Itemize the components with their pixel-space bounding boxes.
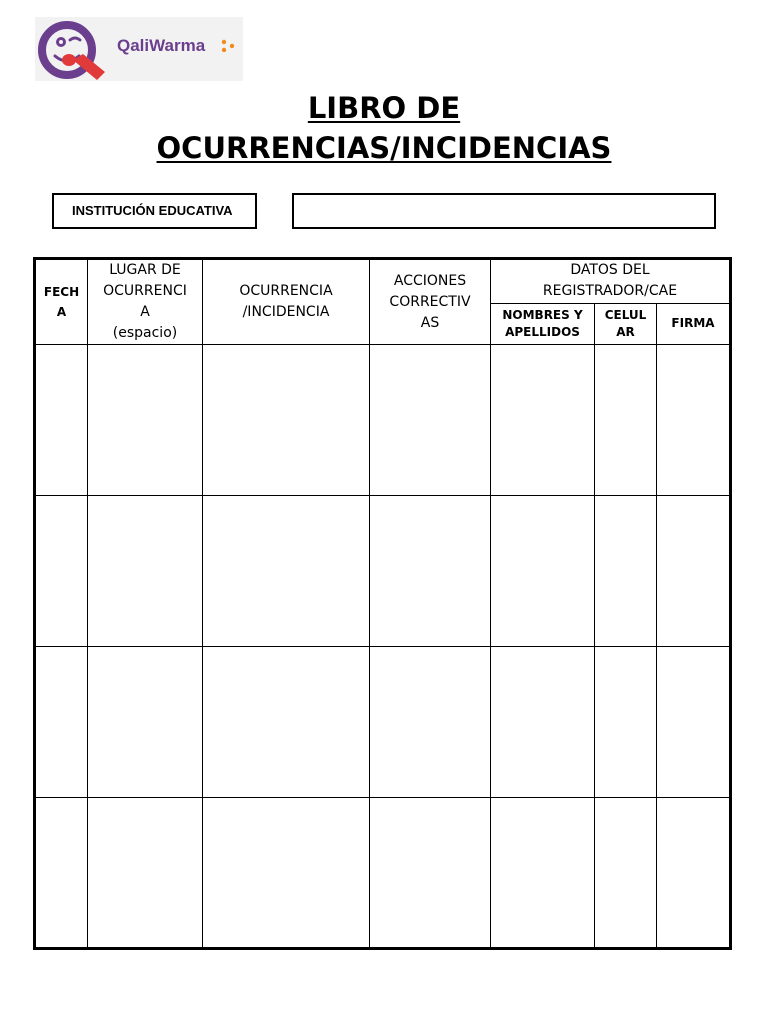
cell-celular[interactable] [595, 345, 657, 496]
header-lugar: LUGAR DE OCURRENCI A (espacio) [88, 259, 203, 345]
cell-fecha[interactable] [35, 345, 88, 496]
cell-ocurrencia[interactable] [203, 496, 370, 647]
cell-acciones[interactable] [370, 496, 491, 647]
header-firma: FIRMA [657, 303, 731, 344]
cell-acciones[interactable] [370, 345, 491, 496]
qaliwarma-logo [35, 17, 243, 81]
cell-ocurrencia[interactable] [203, 647, 370, 798]
cell-lugar[interactable] [88, 647, 203, 798]
cell-nombres[interactable] [491, 647, 595, 798]
qaliwarma-face-icon [37, 20, 113, 82]
title-line-1: LIBRO DE [307, 91, 461, 125]
table-row [35, 647, 731, 798]
incident-log-table [33, 257, 732, 950]
cell-celular[interactable] [595, 647, 657, 798]
cell-celular[interactable] [595, 496, 657, 647]
cell-firma[interactable] [657, 345, 731, 496]
cell-firma[interactable] [657, 798, 731, 949]
institution-field[interactable] [292, 193, 716, 229]
document-title [0, 88, 768, 168]
cell-lugar[interactable] [88, 345, 203, 496]
cell-firma[interactable] [657, 647, 731, 798]
cell-nombres[interactable] [491, 798, 595, 949]
cell-nombres[interactable] [491, 496, 595, 647]
cell-lugar[interactable] [88, 798, 203, 949]
cell-ocurrencia[interactable] [203, 798, 370, 949]
header-acciones: ACCIONES CORRECTIV AS [370, 259, 491, 345]
institution-label: INSTITUCIÓN EDUCATIVA [52, 193, 257, 229]
cell-ocurrencia[interactable] [203, 345, 370, 496]
cell-fecha[interactable] [35, 496, 88, 647]
cell-fecha[interactable] [35, 798, 88, 949]
brand-name: QaliWarma [117, 36, 206, 55]
cell-fecha[interactable] [35, 647, 88, 798]
title-line-2: OCURRENCIAS/INCIDENCIAS [156, 131, 612, 165]
cell-lugar[interactable] [88, 496, 203, 647]
cell-celular[interactable] [595, 798, 657, 949]
table-row [35, 798, 731, 949]
header-celular: CELUL AR [595, 303, 657, 344]
header-nombres: NOMBRES Y APELLIDOS [491, 303, 595, 344]
cell-nombres[interactable] [491, 345, 595, 496]
table-row [35, 345, 731, 496]
brand-dots-icon [221, 39, 237, 53]
header-ocurrencia: OCURRENCIA /INCIDENCIA [203, 259, 370, 345]
cell-acciones[interactable] [370, 798, 491, 949]
cell-firma[interactable] [657, 496, 731, 647]
header-fecha: FECH A [35, 259, 88, 345]
cell-acciones[interactable] [370, 647, 491, 798]
table-row [35, 496, 731, 647]
header-datos-registrador: DATOS DEL REGISTRADOR/CAE [491, 259, 731, 304]
